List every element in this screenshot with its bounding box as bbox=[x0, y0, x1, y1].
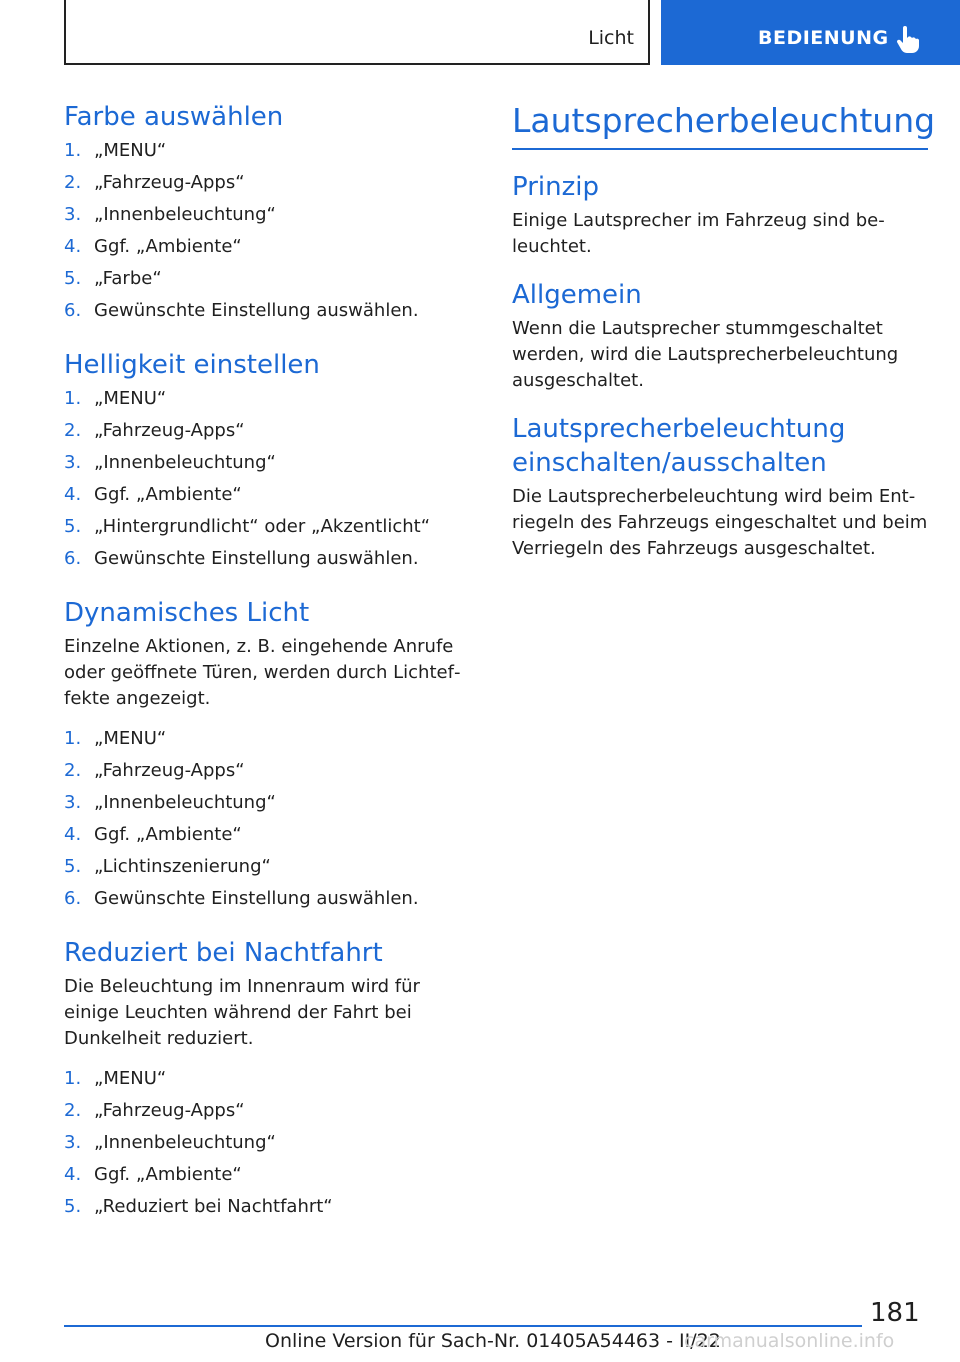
steps-helligkeit bbox=[64, 386, 478, 578]
list-item: 3. „Innenbeleuchtung“ bbox=[64, 792, 276, 813]
section-title-dynamisches-licht: Dynamisches Licht bbox=[64, 598, 310, 628]
section-title-einschalten bbox=[512, 412, 928, 480]
steps-dynamisches-licht bbox=[64, 726, 478, 918]
list-item: 4. Ggf. „Ambiente“ bbox=[64, 824, 242, 845]
header-chapter-label: BEDIENUNG bbox=[758, 27, 889, 49]
list-item: 6. Gewünschte Einstellung auswählen. bbox=[64, 888, 419, 909]
section-title-line1: Lautsprecherbeleuchtung bbox=[512, 414, 846, 444]
chapter-title-lautsprecherbeleuchtung: Lautsprecherbeleuchtung bbox=[512, 101, 936, 140]
list-item: 3. „Innenbeleuchtung“ bbox=[64, 452, 276, 473]
list-item: 1. „MENU“ bbox=[64, 728, 167, 749]
list-item: 2. „Fahrzeug-Apps“ bbox=[64, 420, 245, 441]
hand-pointer-icon bbox=[897, 26, 919, 54]
section-title-farbe: Farbe auswählen bbox=[64, 102, 284, 132]
paragraph-prinzip: Einige Lautsprecher im Fahrzeug sind beleuchtet. bbox=[512, 210, 885, 257]
left-column bbox=[64, 100, 478, 1226]
footer-version-text: Online Version für Sach-Nr. 01405A54463 - II/22 bbox=[265, 1330, 721, 1352]
list-item: 5. „Farbe“ bbox=[64, 268, 162, 289]
list-item: 5. „Lichtinszenierung“ bbox=[64, 856, 271, 877]
list-item: 5. „Hintergrundlicht“ oder „Akzentlicht“ bbox=[64, 516, 431, 537]
paragraph-einschalten: Die Lautsprecherbeleuchtung wird beim Entriegeln des Fahrzeugs eingeschaltet und beim Verriegeln des Fahrzeugs ausgeschaltet. bbox=[512, 486, 928, 559]
footer-divider bbox=[64, 1325, 862, 1327]
list-item: 3. „Innenbeleuchtung“ bbox=[64, 204, 276, 225]
list-item: 1. „MENU“ bbox=[64, 388, 167, 409]
paragraph-dynamisches-licht: Einzelne Aktionen, z. B. eingehende Anrufe oder geöffnete Türen, werden durch Lichteffekte angezeigt. bbox=[64, 636, 461, 709]
list-item: 2. „Fahrzeug-Apps“ bbox=[64, 172, 245, 193]
steps-reduziert bbox=[64, 1066, 478, 1226]
list-item: 2. „Fahrzeug-Apps“ bbox=[64, 1100, 245, 1121]
footer-watermark: carmanualsonline.info bbox=[684, 1330, 895, 1352]
page-number: 181 bbox=[870, 1298, 920, 1328]
header-chapter-tab[interactable] bbox=[661, 0, 960, 65]
list-item: 5. „Reduziert bei Nachtfahrt“ bbox=[64, 1196, 333, 1217]
section-title-allgemein: Allgemein bbox=[512, 280, 642, 310]
steps-farbe bbox=[64, 138, 478, 330]
list-item: 3. „Innenbeleuchtung“ bbox=[64, 1132, 276, 1153]
title-divider bbox=[512, 148, 928, 150]
header-section-box bbox=[64, 0, 650, 65]
section-title-helligkeit: Helligkeit einstellen bbox=[64, 350, 320, 380]
list-item: 4. Ggf. „Ambiente“ bbox=[64, 1164, 242, 1185]
section-title-line2: einschalten/ausschalten bbox=[512, 448, 827, 478]
list-item: 4. Ggf. „Ambiente“ bbox=[64, 484, 242, 505]
list-item: 6. Gewünschte Einstellung auswählen. bbox=[64, 300, 419, 321]
list-item: 1. „MENU“ bbox=[64, 1068, 167, 1089]
paragraph-reduziert: Die Beleuchtung im Innenraum wird für einige Leuchten während der Fahrt bei Dunkelheit reduziert. bbox=[64, 976, 420, 1049]
list-item: 6. Gewünschte Einstellung auswählen. bbox=[64, 548, 419, 569]
section-title-reduziert: Reduziert bei Nachtfahrt bbox=[64, 938, 383, 968]
paragraph-allgemein: Wenn die Lautsprecher stummgeschaltet werden, wird die Lautsprecherbeleuchtung ausgeschaltet. bbox=[512, 318, 899, 391]
section-title-prinzip: Prinzip bbox=[512, 172, 599, 202]
list-item: 1. „MENU“ bbox=[64, 140, 167, 161]
list-item: 2. „Fahrzeug-Apps“ bbox=[64, 760, 245, 781]
list-item: 4. Ggf. „Ambiente“ bbox=[64, 236, 242, 257]
right-column bbox=[512, 100, 936, 562]
header-section-title: Licht bbox=[588, 27, 634, 49]
